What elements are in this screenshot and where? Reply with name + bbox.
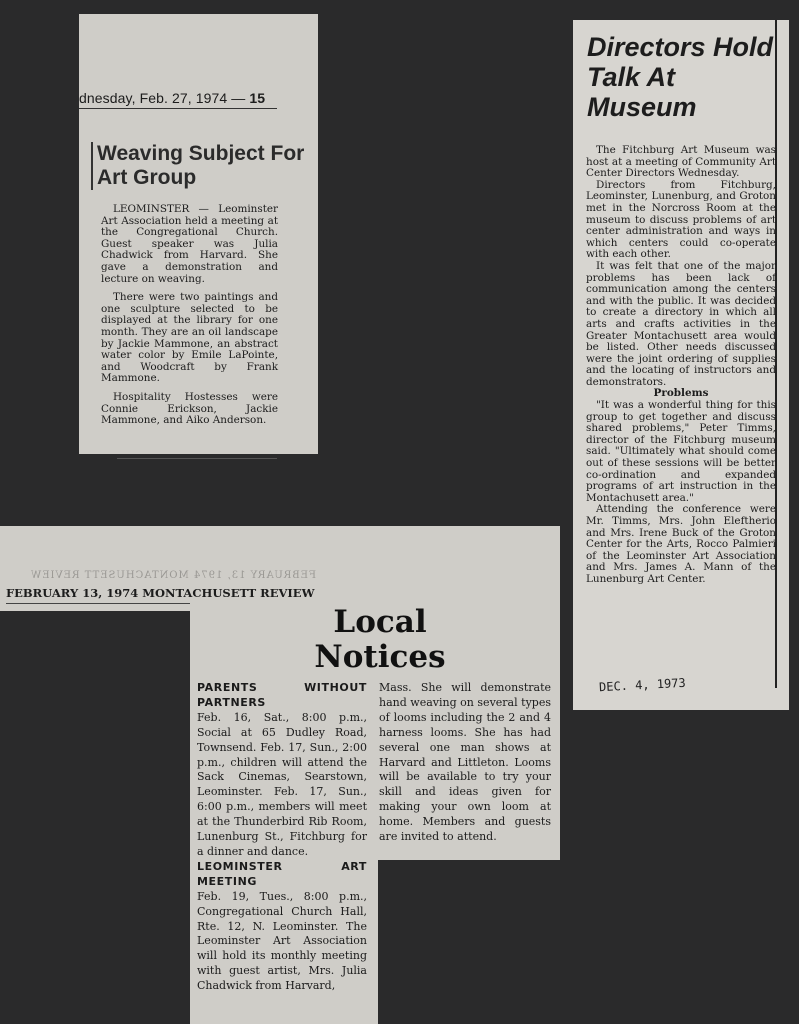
local-notices-headline <box>310 605 450 675</box>
local-notices-header-strip <box>0 526 560 611</box>
event-text-continued: Mass. She will demonstrate hand weaving on several types of looms including the 2 and 4 harness looms. She has had several one man shows at Harvard and Littleton. Looms will be available to try your skill and ideas given for making your own loom at home. Members and guests are invited to attend. <box>379 681 551 844</box>
directors-paragraph: Attending the conference were Mr. Timms, Mrs. John Eleftherio and Mrs. Irene Buck of the Groton Center for the Arts, Rocco Palmieri of the Leominster Art Association and Mrs. James A. Mann of the Lunenburg Art Center. <box>586 503 776 585</box>
handwritten-date: DEC. 4, 1973 <box>598 675 687 695</box>
weaving-dateline-text: dnesday, Feb. 27, 1974 — <box>79 90 246 106</box>
weaving-page-number: 15 <box>249 90 266 106</box>
event-text: Feb. 16, Sat., 8:00 p.m., Social at 65 Dudley Road, Townsend. Feb. 17, Sun., 2:00 p.m., children will attend the Sack Cinemas, Searstown, Leominster. Feb. 17, Sun., 6:00 p.m., members will meet at the Thunderbird Rib Room, Lunenburg St., Fitchburg for a dinner and dance. <box>197 710 367 858</box>
weaving-article-body <box>101 204 278 434</box>
weaving-end-rule <box>117 458 277 459</box>
directors-column <box>579 20 777 688</box>
event-title: PARENTS WITHOUT PARTNERS <box>197 681 367 709</box>
event-text: Feb. 19, Tues., 8:00 p.m., Congregational Church Hall, Rte. 12, N. Leominster. The Leominster Art Association will hold its monthly meeting with guest artist, Mrs. Julia Chadwick from Harvard, <box>197 889 367 993</box>
directors-paragraph: "It was a wonderful thing for this group to get together and discuss shared problems," Peter Timms, director of the Fitchburg museum said. "Ultimately what should come out of these sessions will be better co-ordination and expanded programs of art instruction in the Montachusett area." <box>586 399 776 504</box>
local-notices-headline-line2: Notices <box>314 639 446 675</box>
directors-headline: Directors Hold Talk At Museum <box>587 32 774 122</box>
local-notices-dateline: FEBRUARY 13, 1974 MONTACHUSETT REVIEW <box>6 586 315 600</box>
weaving-paragraph: LEOMINSTER — Leominster Art Association held a meeting at the Congregational Church. Guest speaker was Julia Chadwick from Harvard. She gave a demonstration and lecture on weaving. <box>101 203 278 285</box>
weaving-paragraph: There were two paintings and one sculpture selected to be displayed at the library for one month. They are an oil landscape by Jackie Mammone, an abstract water color by Emile LaPointe, and Woodcraft by Frank Mammone. <box>101 291 278 385</box>
directors-subhead: Problems <box>653 387 709 400</box>
weaving-clipping <box>79 14 318 454</box>
weaving-dateline <box>79 90 277 109</box>
directors-paragraph: It was felt that one of the major problems has been lack of communication among the centers and with the public. It was decided to create a directory in which all arts and crafts activities in the Greater Montachusett area would be listed. Other needs discussed were the joint ordering of supplies and the locating of instructors and demonstrators. <box>586 259 776 388</box>
directors-article-body <box>586 145 776 586</box>
directors-paragraph: The Fitchburg Art Museum was host at a meeting of Community Art Center Directors Wednesday. <box>586 144 776 180</box>
local-notices-headline-line1: Local <box>333 604 427 640</box>
directors-paragraph: Directors from Fitchburg, Leominster, Lunenburg, and Groton met in the Norcross Room at the museum to discuss problems of art center administration and ways in which centers could co-operate with each other. <box>586 178 776 261</box>
event-title: LEOMINSTER ART MEETING <box>197 859 367 888</box>
directors-clipping <box>573 20 789 710</box>
weaving-headline: Weaving Subject For Art Group <box>91 142 317 190</box>
weaving-paragraph: Hospitality Hostesses were Connie Erickson, Jackie Mammone, and Aiko Anderson. <box>101 390 278 427</box>
local-notices-right-column <box>379 681 551 845</box>
bleed-through-text: FEBRUARY 13, 1974 MONTACHUSETT REVIEW <box>30 570 316 581</box>
local-notices-left-column <box>197 681 367 994</box>
